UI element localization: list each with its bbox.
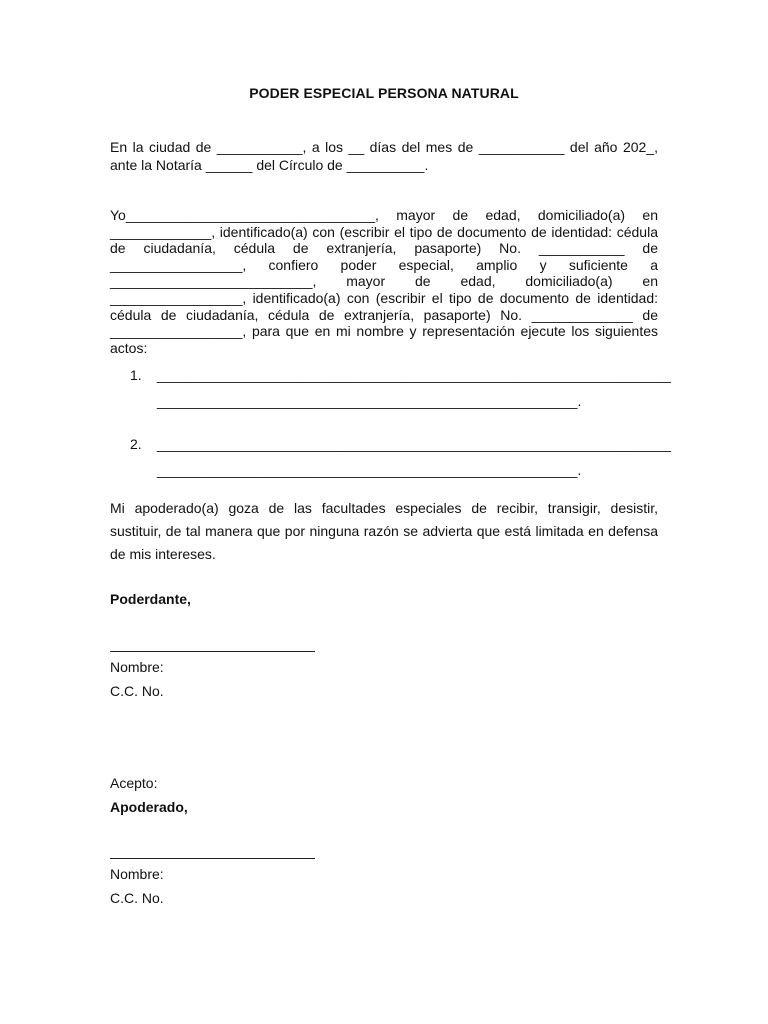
grant-line-9: actos: (110, 339, 148, 356)
grantor-heading: Poderdante, (110, 591, 191, 607)
faculties-line-3: de mis intereses. (110, 546, 216, 562)
grant-line-3: de ciudadanía, cédula de extranjería, pasaporte) No. ___________ de (110, 240, 658, 257)
accept-label: Acepto: (110, 775, 158, 791)
intro-line-2: ante la Notaría ______ del Círculo de __________. (110, 157, 429, 173)
intro-paragraph (110, 138, 658, 174)
intro-line-1: En la ciudad de ___________, a los __ días del mes de ___________ del año 202_, (110, 139, 658, 155)
grant-line-6: _________________, identificado(a) con (escribir el tipo de documento de identidad: (110, 289, 658, 306)
attorney-id-label: C.C. No. (110, 890, 164, 906)
list-item-blank-line-1: __________________________________________________________________ (157, 367, 671, 383)
faculties-line-1: Mi apoderado(a) goza de las facultades especiales de recibir, transigir, desistir, (110, 500, 658, 516)
grant-line-1: Yo________________________________, mayor de edad, domiciliado(a) en (110, 207, 658, 223)
list-item-number: 1. (130, 367, 142, 383)
attorney-name-label: Nombre: (110, 866, 164, 882)
faculties-paragraph (110, 497, 658, 566)
attorney-heading: Apoderado, (110, 799, 188, 815)
grantor-id-label: C.C. No. (110, 683, 164, 699)
grant-line-2: _____________, identificado(a) con (escribir el tipo de documento de identidad: cédula (110, 223, 658, 240)
list-item-blank-line-2: ______________________________________________________. (157, 393, 582, 409)
grant-line-8: _________________, para que en mi nombre y representación ejecute los siguientes (110, 323, 658, 340)
grantor-signature-line (110, 651, 315, 652)
grant-paragraph (110, 207, 658, 356)
list-item-blank-line-1: __________________________________________________________________ (157, 436, 671, 452)
list-item-number: 2. (130, 436, 142, 452)
document-title: PODER ESPECIAL PERSONA NATURAL (249, 85, 519, 101)
grant-line-4: _________________, confiero poder especial, amplio y suficiente a (110, 256, 658, 273)
grantor-name-label: Nombre: (110, 659, 164, 675)
grant-line-5: __________________________, mayor de edad, domiciliado(a) en (110, 273, 658, 290)
grant-line-7: cédula de ciudadanía, cédula de extranjería, pasaporte) No. _____________ de (110, 306, 658, 323)
attorney-signature-line (110, 858, 315, 859)
list-item-blank-line-2: ______________________________________________________. (157, 462, 582, 478)
faculties-line-2: sustituir, de tal manera que por ninguna razón se advierta que está limitada en defensa (110, 523, 658, 539)
